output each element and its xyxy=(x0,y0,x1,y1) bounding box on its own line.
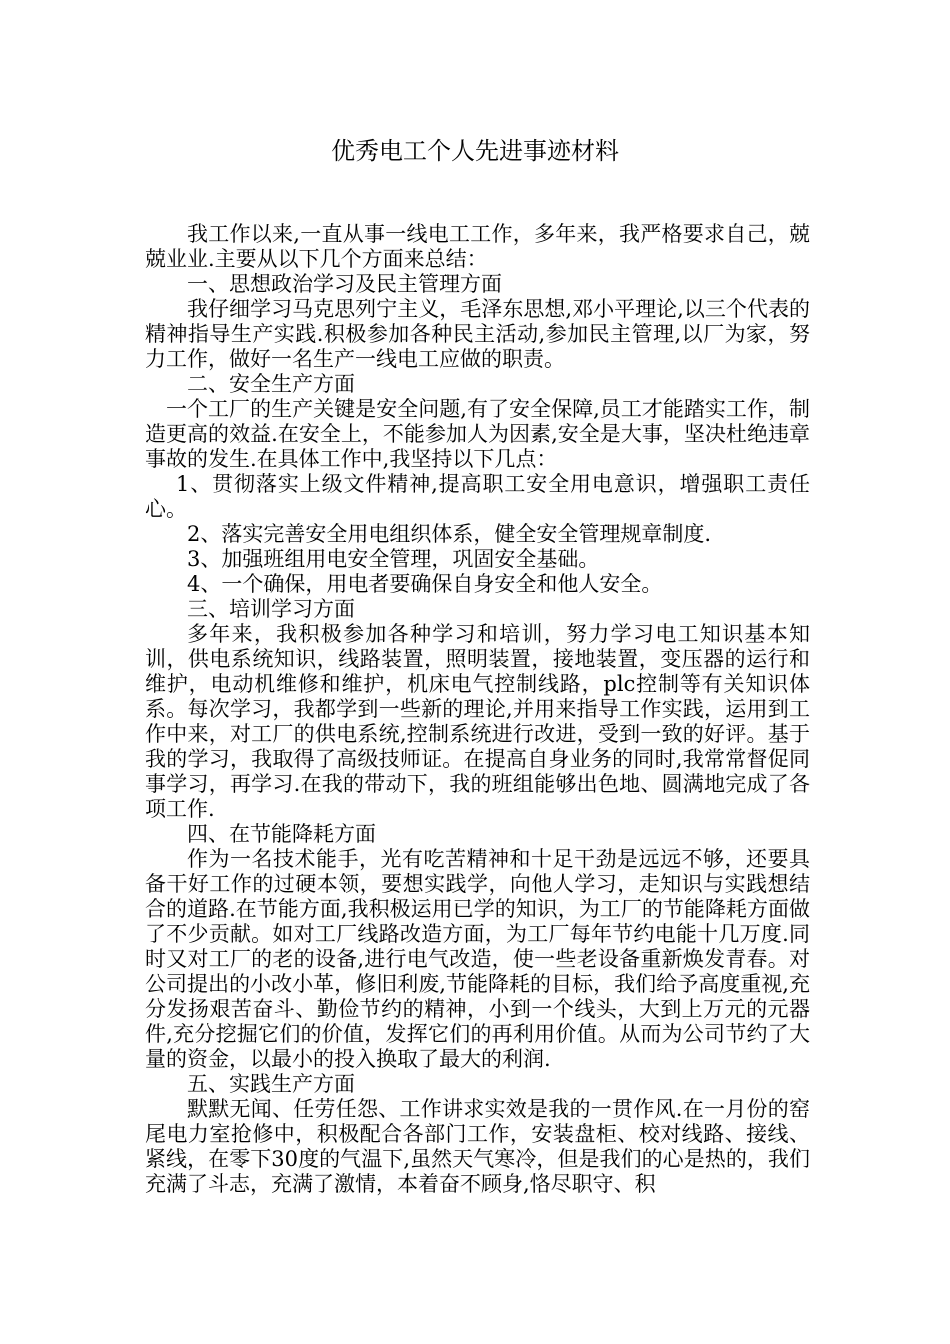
section-heading-safety: 二、安全生产方面 xyxy=(187,372,355,396)
paragraph-training: 多年来，我积极参加各种学习和培训，努力学习电工知识基本知训，供电系统知识，线路装置，照明装置，接地装置，变压器的运行和维护，电动机维修和维护，机床电气控制线路，plc控制等有关知识体系。每次学习，我都学到一些新的理论,并用来指导工作实践，运用到工作中来，对工厂的供电系统,控制系统进行改进，受到一致的好评。基于我的学习，我取得了高级技师证。在提高自身业务的同时,我常常督促同事学习，再学习.在我的带动下，我的班组能够出色地、圆满地完成了各项工作. xyxy=(145,622,810,821)
document-body xyxy=(145,222,810,1197)
list-item-safety-2: 2、落实完善安全用电组织体系，健全安全管理规章制度. xyxy=(187,522,712,546)
section-heading-practice: 五、实践生产方面 xyxy=(187,1072,355,1096)
section-heading-training: 三、培训学习方面 xyxy=(187,597,355,621)
paragraph-intro: 我工作以来,一直从事一线电工工作，多年来，我严格要求自己，兢兢业业.主要从以下几个方面来总结： xyxy=(145,222,810,271)
paragraph-politics: 我仔细学习马克思列宁主义，毛泽东思想,邓小平理论,以三个代表的精神指导生产实践.积极参加各种民主活动,参加民主管理,以厂为家，努力工作，做好一名生产一线电工应做的职责。 xyxy=(145,297,810,371)
paragraph-practice: 默默无闻、任劳任怨、工作讲求实效是我的一贯作风.在一月份的窑尾电力室抢修中，积极配合各部门工作，安装盘柜、校对线路、接线、紧线，在零下30度的气温下,虽然天气寒冷，但是我们的心是热的，我们充满了斗志，充满了激情，本着奋不顾身,恪尽职守、积 xyxy=(145,1097,810,1196)
paragraph-energy: 作为一名技术能手，光有吃苦精神和十足干劲是远远不够，还要具备干好工作的过硬本领，要想实践学，向他人学习，走知识与实践想结合的道路.在节能方面,我积极运用已学的知识，为工厂的节能降耗方面做了不少贡献。如对工厂线路改造方面，为工厂每年节约电能十几万度.同时又对工厂的老的设备,进行电气改造，使一些老设备重新焕发青春。对公司提出的小改小革，修旧利废,节能降耗的目标，我们给予高度重视,充分发扬艰苦奋斗、勤俭节约的精神，小到一个线头，大到上万元的元器件,充分挖掘它们的价值，发挥它们的再利用价值。从而为公司节约了大量的资金，以最小的投入换取了最大的利润. xyxy=(145,847,810,1071)
list-item-safety-3: 3、加强班组用电安全管理，巩固安全基础。 xyxy=(187,547,600,571)
list-item-safety-4: 4、一个确保，用电者要确保自身安全和他人安全。 xyxy=(187,572,663,596)
document-title: 优秀电工个人先进事迹材料 xyxy=(331,137,619,165)
paragraph-safety: 一个工厂的生产关键是安全问题,有了安全保障,员工才能踏实工作，制造更高的效益.在安全上，不能参加人为因素,安全是大事，坚决杜绝违章事故的发生.在具体工作中,我坚持以下几点： xyxy=(145,397,810,471)
list-item-safety-1: 1、贯彻落实上级文件精神,提高职工安全用电意识，增强职工责任心。 xyxy=(145,472,810,521)
section-heading-politics: 一、思想政治学习及民主管理方面 xyxy=(187,272,502,296)
section-heading-energy: 四、在节能降耗方面 xyxy=(187,822,376,846)
